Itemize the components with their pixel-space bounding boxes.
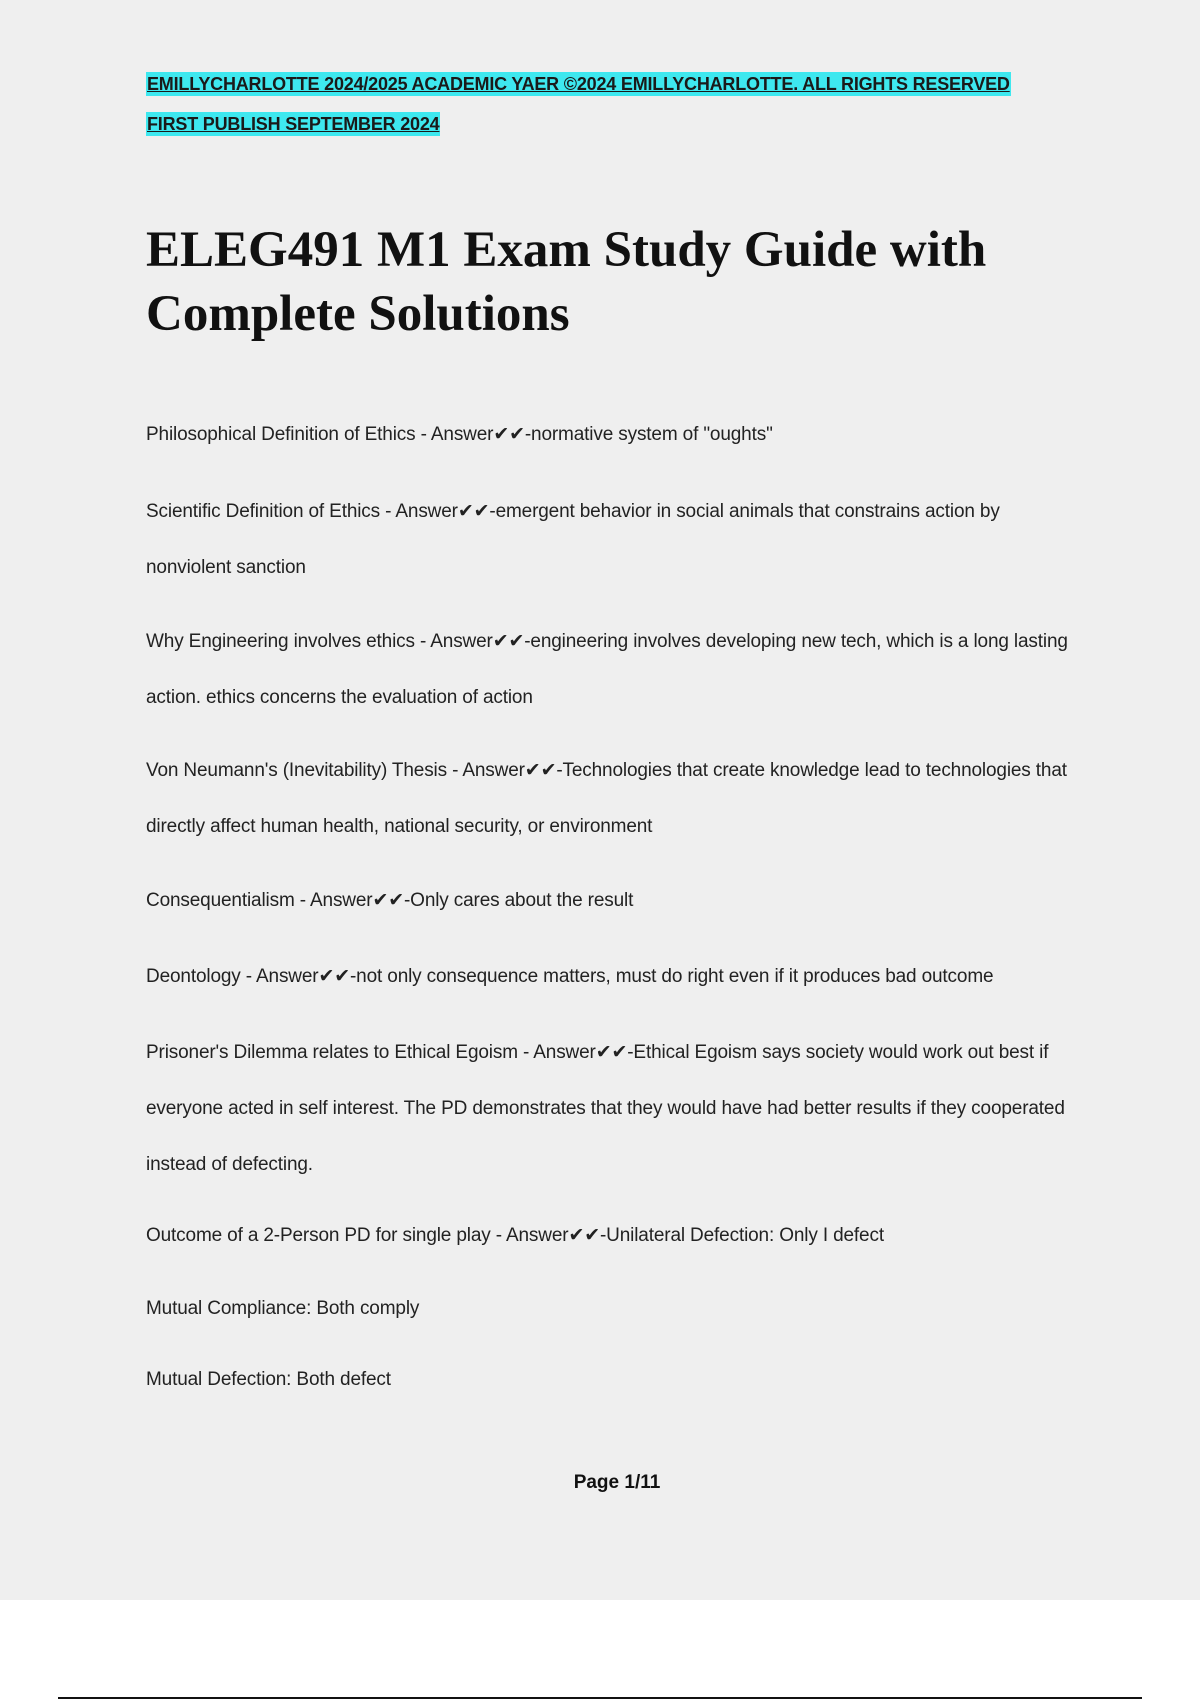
copyright-header: [146, 72, 1066, 152]
document-title: ELEG491 M1 Exam Study Guide with Complete Solutions: [146, 222, 987, 342]
qa-entry-mutual-defection: Mutual Defection: Both defect: [146, 1369, 391, 1390]
qa-entry-pd-outcome: Outcome of a 2-Person PD for single play - Answer✔✔-Unilateral Defection: Only I defect: [146, 1225, 884, 1246]
qa-entry-mutual-compliance: Mutual Compliance: Both comply: [146, 1298, 420, 1319]
publish-date-notice: FIRST PUBLISH SEPTEMBER 2024: [147, 114, 440, 134]
copyright-notice: EMILLYCHARLOTTE 2024/2025 ACADEMIC YAER ©2024 EMILLYCHARLOTTE. ALL RIGHTS RESERVED: [147, 74, 1010, 94]
qa-entry-deontology: Deontology - Answer✔✔-not only consequence matters, must do right even if it produces bad outcome: [146, 966, 994, 987]
qa-entry-von-neumann-thesis: Von Neumann's (Inevitability) Thesis - Answer✔✔-Technologies that create knowledge lead to technologies that directly affect human health, national security, or environment: [146, 760, 1067, 837]
qa-entry-scientific-ethics: Scientific Definition of Ethics - Answer✔✔-emergent behavior in social animals that constrains action by nonviolent sanction: [146, 501, 1000, 578]
qa-entry-prisoners-dilemma: Prisoner's Dilemma relates to Ethical Egoism - Answer✔✔-Ethical Egoism says society would work out best if everyone acted in self interest. The PD demonstrates that they would have had better results if they cooperated instead of defecting.: [146, 1042, 1065, 1175]
qa-entry-engineering-ethics: Why Engineering involves ethics - Answer✔✔-engineering involves developing new tech, which is a long lasting action. ethics concerns the evaluation of action: [146, 631, 1068, 708]
qa-entry-consequentialism: Consequentialism - Answer✔✔-Only cares about the result: [146, 890, 634, 911]
qa-entry-philosophical-ethics: Philosophical Definition of Ethics - Answer✔✔-normative system of "oughts": [146, 424, 773, 445]
page-number: Page 1/11: [573, 1472, 661, 1493]
page-divider: [58, 1697, 1142, 1699]
